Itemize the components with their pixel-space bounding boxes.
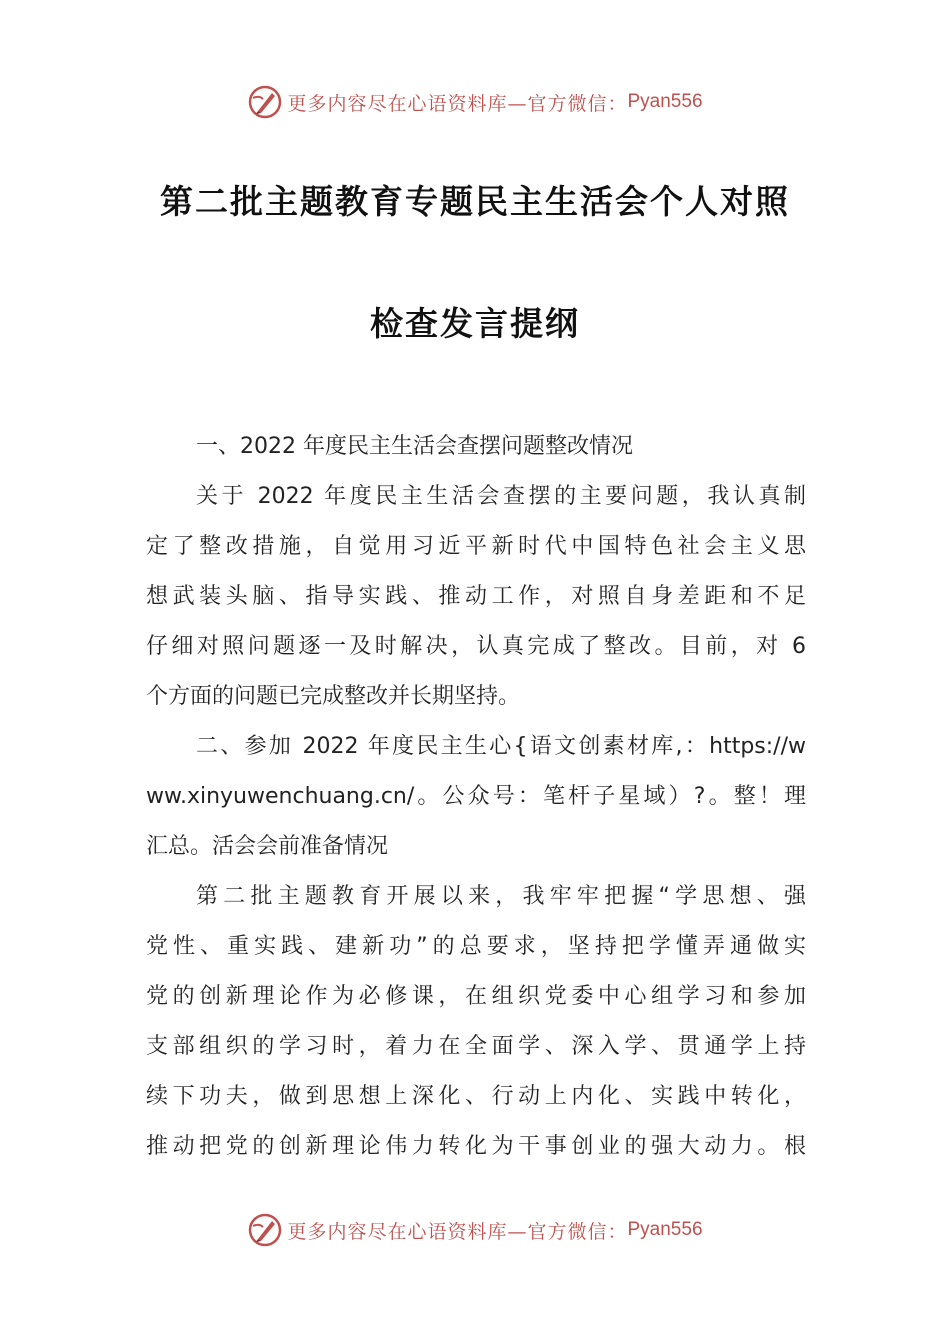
section-heading-1: 一、2022 年度民主生活会查摆问题整改情况 (196, 434, 633, 459)
section-heading-2: 二、参加 2022 年度民主生心{语文创素材库,：https://w (196, 734, 806, 759)
body-line: 想武装头脑、指导实践、推动工作，对照自身差距和不足 (146, 584, 806, 609)
document-title-line-1: 第二批主题教育专题民主生活会个人对照 (160, 182, 790, 221)
body-line: 关于 2022 年度民主生活会查摆的主要问题，我认真制 (196, 484, 806, 509)
pen-logo-icon (247, 84, 283, 120)
body-line: 汇总。活会会前准备情况 (146, 834, 389, 859)
document-title-line-2: 检查发言提纲 (370, 304, 580, 343)
body-line: 党的创新理论作为必修课，在组织党委中心组学习和参加 (146, 984, 806, 1009)
body-line: 定了整改措施，自觉用习近平新时代中国特色社会主义思 (146, 534, 806, 559)
body-line: 支部组织的学习时，着力在全面学、深入学、贯通学上持 (146, 1034, 806, 1059)
body-line: 续下功夫，做到思想上深化、行动上内化、实践中转化， (146, 1084, 806, 1109)
body-line: 个方面的问题已完成整改并长期坚持。 (146, 684, 521, 709)
pen-logo-icon (247, 1212, 283, 1248)
body-line: 推动把党的创新理论伟力转化为干事创业的强大动力。根 (146, 1134, 806, 1159)
header-watermark (0, 82, 950, 122)
body-line: 仔细对照问题逐一及时解决，认真完成了整改。目前，对 6 (146, 634, 806, 659)
body-line: 党性、重实践、建新功”的总要求，坚持把学懂弄通做实 (146, 934, 806, 959)
body-line: 第二批主题教育开展以来，我牢牢把握“学思想、强 (196, 884, 806, 909)
watermark-text: 更多内容尽在心语资料库—官方微信： (287, 1220, 628, 1243)
body-line: ww.xinyuwenchuang.cn/。公众号：笔杆子星域）?。整！理 (146, 784, 806, 809)
watermark-wechat-id: Pyan556 (627, 91, 703, 112)
watermark-wechat-id: Pyan556 (627, 1219, 703, 1240)
footer-watermark (0, 1210, 950, 1250)
watermark-text: 更多内容尽在心语资料库—官方微信： (287, 92, 628, 115)
